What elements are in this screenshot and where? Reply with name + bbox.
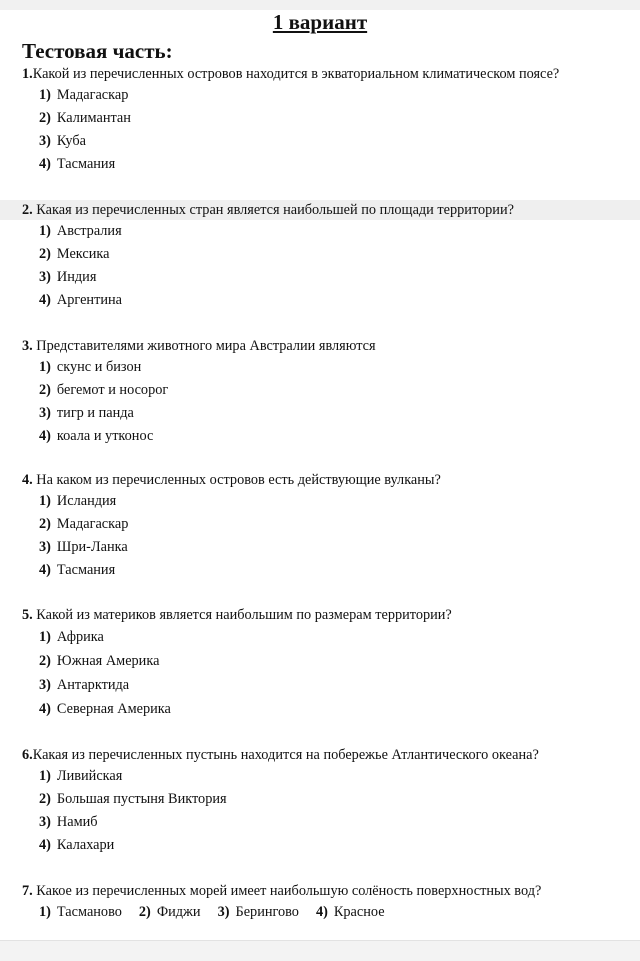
variant-title: 1 вариант [272, 10, 368, 34]
option-number: 3) [39, 405, 51, 421]
answer-option [0, 243, 640, 266]
question-number: 1. [22, 66, 33, 82]
question-number: 3. [22, 338, 33, 354]
answer-option [0, 266, 640, 289]
answer-option [0, 107, 640, 130]
option-text: Куба [56, 133, 86, 149]
question-text [0, 336, 640, 356]
answer-option [0, 649, 640, 673]
option-text: Тасмания [56, 156, 116, 172]
answer-option [0, 490, 640, 513]
option-number: 4) [39, 562, 51, 578]
answer-option [0, 788, 640, 811]
answer-option [0, 834, 640, 857]
option-number: 2) [39, 110, 51, 126]
answer-option [0, 220, 640, 243]
answer-option [0, 84, 640, 107]
option-number: 2) [39, 246, 51, 262]
answer-option [0, 673, 640, 697]
option-number: 2) [138, 904, 151, 920]
question-number: 2. [22, 202, 33, 218]
option-number: 4) [39, 428, 51, 444]
option-text: Шри-Ланка [56, 539, 128, 555]
answer-option [39, 901, 122, 924]
question-4 [0, 470, 640, 582]
option-text: Фиджи [156, 904, 201, 920]
bottom-edge-band [0, 940, 640, 961]
question-1 [0, 64, 640, 176]
option-number: 4) [39, 292, 51, 308]
option-number: 3) [39, 133, 51, 149]
answer-option [0, 130, 640, 153]
option-number: 4) [39, 156, 51, 172]
answer-option [0, 402, 640, 425]
option-text: Индия [56, 269, 97, 285]
answer-options-row [0, 901, 640, 924]
option-text: тигр и панда [56, 405, 134, 421]
answer-option [0, 811, 640, 834]
option-text: Красное [333, 904, 385, 920]
option-number: 2) [39, 791, 51, 807]
option-number: 3) [217, 904, 230, 920]
question-number: 7. [22, 883, 33, 899]
question-text [0, 605, 640, 625]
option-text: Мадагаскар [56, 87, 129, 103]
answer-option [0, 536, 640, 559]
question-number: 6. [22, 747, 33, 763]
option-number: 1) [39, 359, 51, 375]
option-number: 1) [39, 629, 51, 645]
question-number: 4. [22, 472, 33, 488]
option-text: Калимантан [56, 110, 131, 126]
option-number: 3) [39, 814, 51, 830]
answer-option [0, 153, 640, 176]
option-number: 1) [39, 493, 51, 509]
answer-option [0, 625, 640, 649]
answer-option [0, 559, 640, 582]
answer-option [218, 901, 299, 924]
option-text: Тасмания [56, 562, 116, 578]
question-5 [0, 605, 640, 721]
question-label: Представителями животного мира Австралии являются [32, 338, 376, 354]
answer-option [139, 901, 201, 924]
option-number: 1) [39, 223, 51, 239]
question-label: Какая из перечисленных пустынь находится на побережье Атлантического океана? [32, 747, 539, 763]
question-label: Какое из перечисленных морей имеет наибольшую солёность поверхностных вод? [32, 883, 542, 899]
option-number: 1) [39, 904, 51, 920]
answer-option [0, 697, 640, 721]
section-title: Тестовая часть: [22, 39, 173, 63]
option-number: 1) [39, 768, 51, 784]
question-text [0, 200, 640, 220]
question-label: На каком из перечисленных островов есть действующие вулканы? [32, 472, 441, 488]
option-text: Калахари [56, 837, 115, 853]
option-text: Намиб [56, 814, 98, 830]
option-number: 2) [39, 653, 51, 669]
question-3 [0, 336, 640, 448]
option-text: Австралия [56, 223, 122, 239]
question-label: Какой из материков является наибольшим по размерам территории? [32, 607, 452, 623]
answer-option [0, 425, 640, 448]
answer-option [0, 379, 640, 402]
answer-option [0, 356, 640, 379]
option-number: 4) [315, 904, 328, 920]
answer-option [0, 765, 640, 788]
question-7 [0, 881, 640, 924]
option-text: бегемот и носорог [56, 382, 169, 398]
option-number: 2) [39, 382, 51, 398]
option-text: Мадагаскар [56, 516, 129, 532]
option-text: Мексика [56, 246, 110, 262]
question-text [0, 470, 640, 490]
option-number: 3) [39, 677, 51, 693]
option-text: Аргентина [56, 292, 122, 308]
option-text: Ливийская [56, 768, 123, 784]
question-text [0, 745, 640, 765]
option-number: 3) [39, 269, 51, 285]
question-6 [0, 745, 640, 857]
question-label: Какая из перечисленных стран является наибольшей по площади территории? [32, 202, 514, 218]
option-text: Большая пустыня Виктория [56, 791, 227, 807]
option-number: 4) [39, 837, 51, 853]
answer-option [0, 289, 640, 312]
option-text: Южная Америка [56, 653, 160, 669]
question-label: Какой из перечисленных островов находится в экваториальном климатическом поясе? [32, 66, 560, 82]
option-text: Антарктида [56, 677, 130, 693]
option-text: Исландия [56, 493, 117, 509]
question-text [0, 881, 640, 901]
option-text: Африка [56, 629, 104, 645]
option-text: коала и утконос [56, 428, 154, 444]
option-number: 3) [39, 539, 51, 555]
answer-option [316, 901, 385, 924]
option-text: скунс и бизон [56, 359, 142, 375]
option-number: 1) [39, 87, 51, 103]
option-text: Тасманово [56, 904, 122, 920]
option-text: Берингово [235, 904, 299, 920]
question-text [0, 64, 640, 84]
question-number: 5. [22, 607, 33, 623]
option-number: 4) [39, 701, 51, 717]
option-number: 2) [39, 516, 51, 532]
answer-option [0, 513, 640, 536]
option-text: Северная Америка [56, 701, 171, 717]
question-2 [0, 200, 640, 312]
